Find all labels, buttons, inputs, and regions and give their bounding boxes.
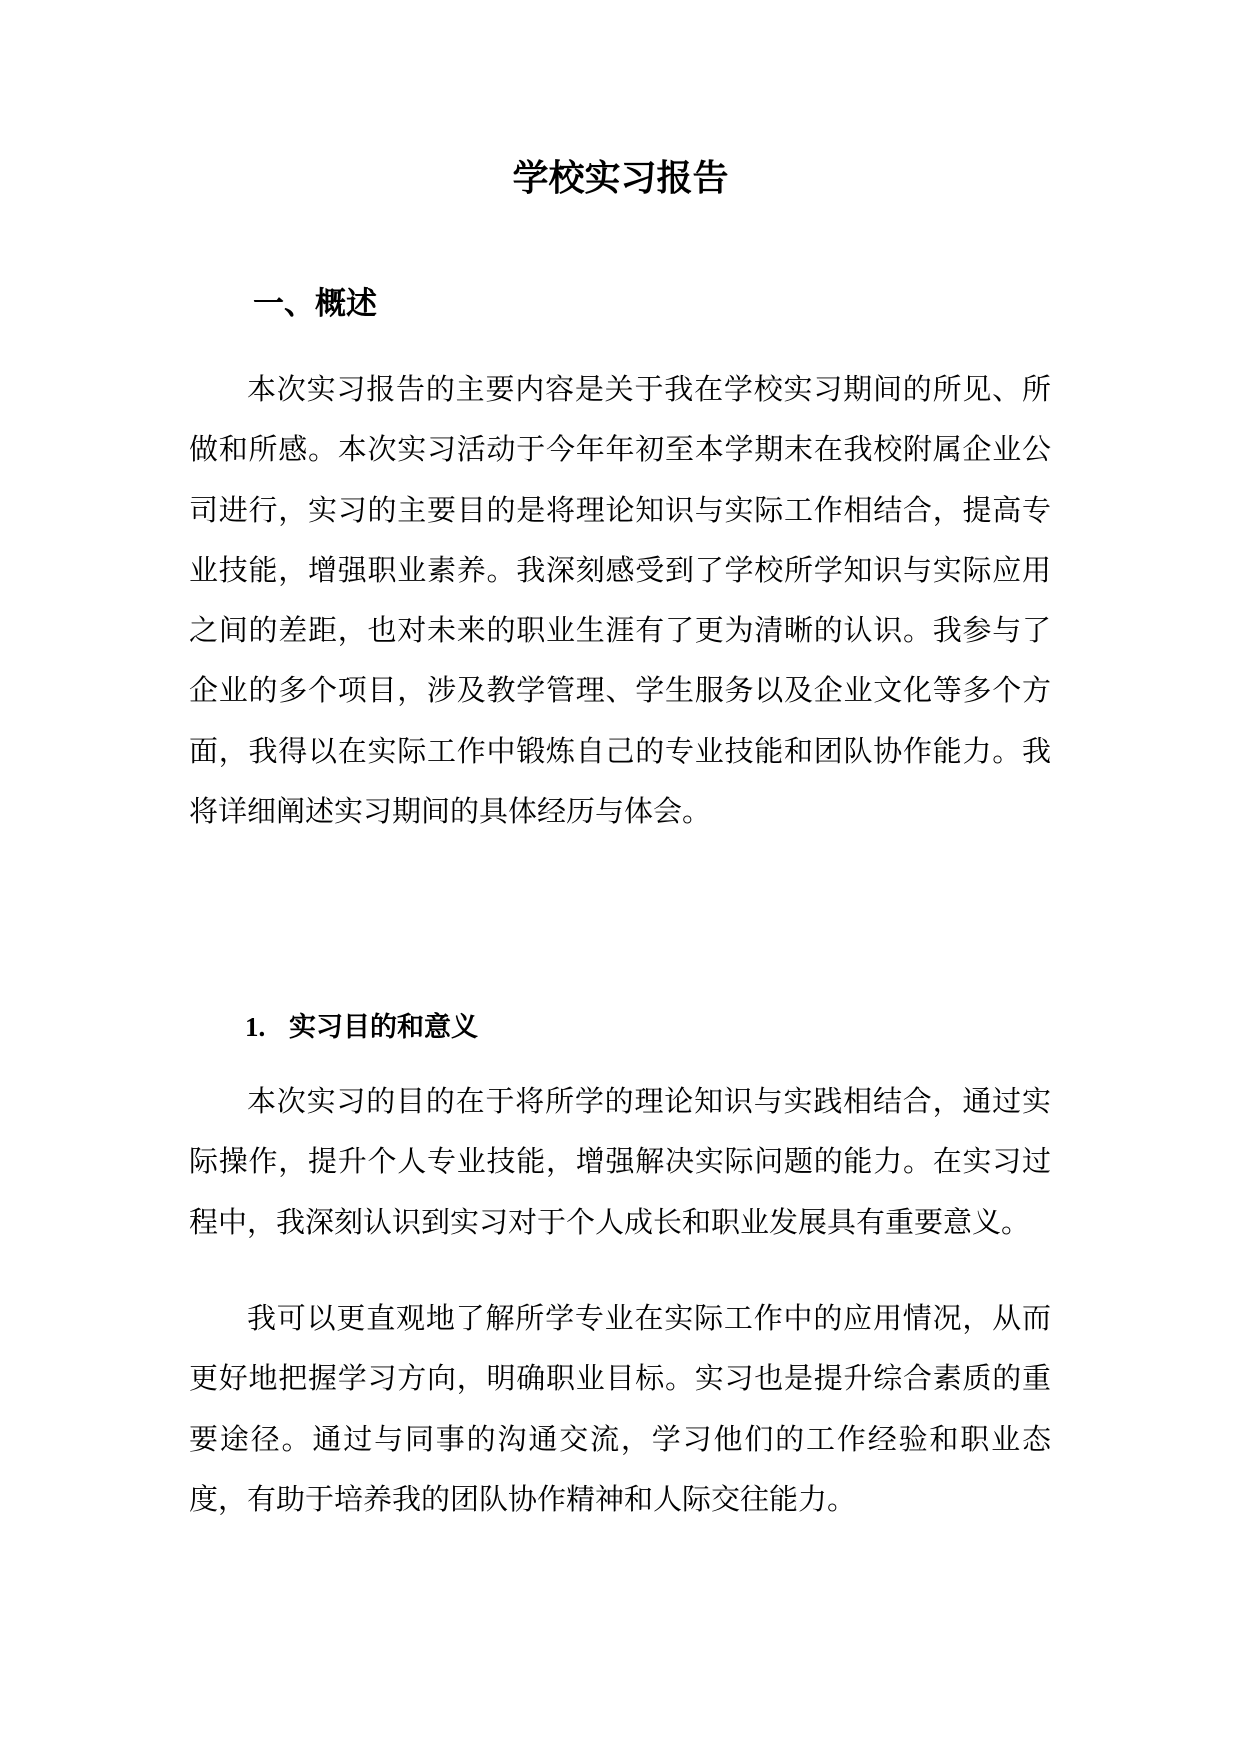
paragraph-purpose-2: 我可以更直观地了解所学专业在实际工作中的应用情况，从而更好地把握学习方向，明确职业目标。实习也是提升综合素质的重要途径。通过与同事的沟通交流，学习他们的工作经验和职业态度，有助于培养我的团队协作精神和人际交往能力。 [189, 1301, 1051, 1516]
subsection-heading-text: 实习目的和意义 [289, 1012, 478, 1043]
paragraph-purpose-1: 本次实习的目的在于将所学的理论知识与实践相结合，通过实际操作，提升个人专业技能，增强解决实际问题的能力。在实习过程中，我深刻认识到实习对于个人成长和职业发展具有重要意义。 [189, 1084, 1051, 1239]
paragraph-overview: 本次实习报告的主要内容是关于我在学校实习期间的所见、所做和所感。本次实习活动于今年年初至本学期末在我校附属企业公司进行，实习的主要目的是将理论知识与实际工作相结合，提高专业技能，增强职业素养。我深刻感受到了学校所学知识与实际应用之间的差距，也对未来的职业生涯有了更为清晰的认识。我参与了企业的多个项目，涉及教学管理、学生服务以及企业文化等多个方面，我得以在实际工作中锻炼自己的专业技能和团队协作能力。我将详细阐述实习期间的具体经历与体会。 [189, 372, 1051, 829]
section-heading-overview: 一、概述 [253, 286, 377, 322]
document-title: 学校实习报告 [512, 157, 729, 199]
subsection-number: 1. [245, 1012, 266, 1042]
subsection-heading-purpose [245, 1005, 478, 1050]
